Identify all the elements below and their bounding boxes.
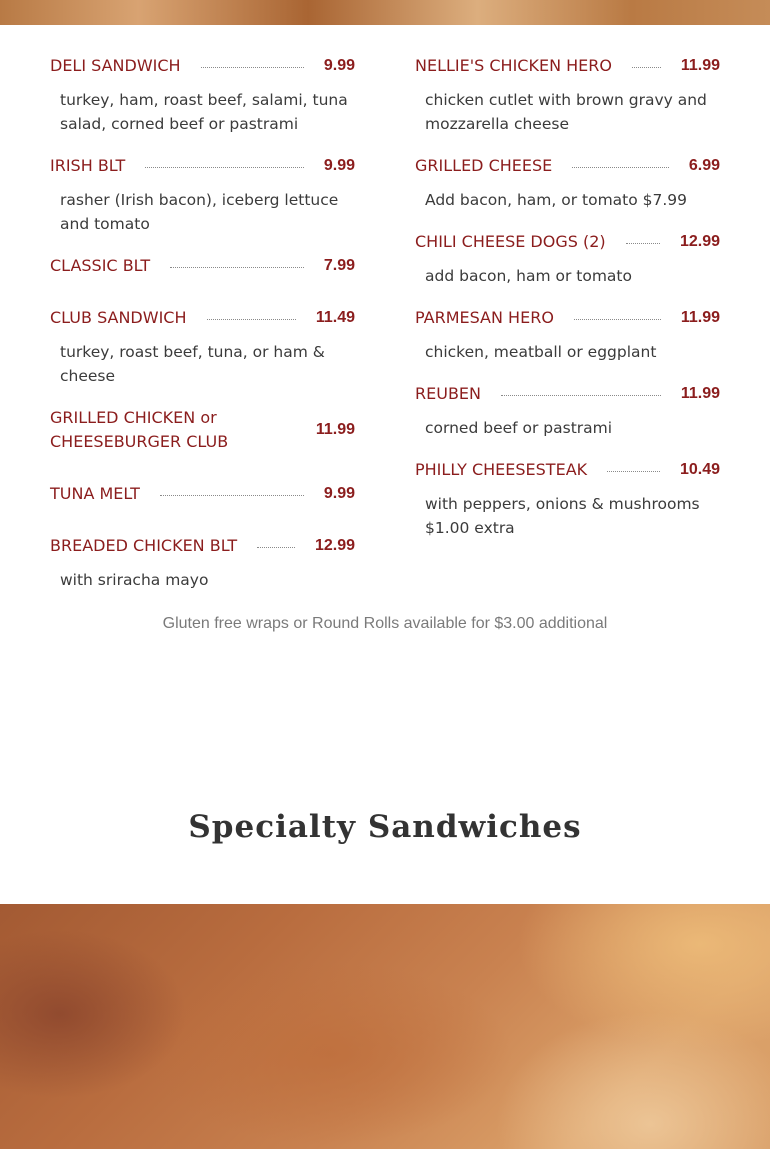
menu-item-reuben	[415, 382, 720, 440]
item-price: 7.99	[323, 257, 355, 274]
item-name: PARMESAN HERO	[415, 308, 554, 327]
item-name: GRILLED CHEESE	[415, 156, 553, 175]
item-price: 9.99	[323, 57, 355, 74]
dotted-leader	[207, 319, 296, 320]
item-price: 12.99	[679, 233, 720, 250]
menu-item-chili-cheese-dogs	[415, 230, 720, 288]
menu-item-philly-cheesesteak	[415, 458, 720, 540]
item-name: CLUB SANDWICH	[50, 308, 187, 327]
item-description: Add bacon, ham, or tomato $7.99	[425, 191, 688, 209]
menu-item-grilled-cheese	[415, 154, 720, 212]
header-photo-strip	[0, 0, 770, 25]
item-description: with peppers, onions & mushrooms $1.00 extra	[425, 495, 700, 537]
dotted-leader	[160, 495, 304, 496]
dotted-leader	[170, 267, 304, 268]
item-price: 9.99	[323, 157, 355, 174]
item-price: 11.49	[315, 309, 355, 326]
menu-item-club-sandwich	[50, 306, 355, 388]
item-name: REUBEN	[415, 384, 481, 403]
item-name: TUNA MELT	[50, 484, 140, 503]
gluten-free-note: Gluten free wraps or Round Rolls available for $3.00 additional	[162, 615, 608, 632]
item-price: 11.99	[680, 309, 720, 326]
menu-item-classic-blt	[50, 254, 355, 278]
dotted-leader	[626, 243, 660, 244]
section-photo	[0, 904, 770, 1149]
item-description: turkey, ham, roast beef, salami, tuna salad, corned beef or pastrami	[60, 91, 348, 133]
dotted-leader	[607, 471, 660, 472]
dotted-leader	[572, 167, 669, 168]
item-description: add bacon, ham or tomato	[425, 267, 632, 285]
item-description: corned beef or pastrami	[425, 419, 613, 437]
dotted-leader	[145, 167, 304, 168]
dotted-leader	[201, 67, 304, 68]
menu-item-grilled-chicken-club	[50, 406, 355, 454]
dotted-leader	[257, 547, 295, 548]
dotted-leader	[501, 395, 661, 396]
item-name: GRILLED CHICKEN or CHEESEBURGER CLUB	[50, 408, 229, 451]
item-price: 10.49	[679, 461, 720, 478]
item-name: DELI SANDWICH	[50, 56, 181, 75]
item-name: CLASSIC BLT	[50, 256, 151, 275]
menu-item-nellies-chicken-hero	[415, 54, 720, 136]
item-description: rasher (Irish bacon), iceberg lettuce and tomato	[60, 191, 339, 233]
item-name: NELLIE'S CHICKEN HERO	[415, 56, 612, 75]
dotted-leader	[574, 319, 661, 320]
dotted-leader	[632, 67, 661, 68]
item-description: turkey, roast beef, tuna, or ham & cheese	[60, 343, 325, 385]
menu-item-deli-sandwich	[50, 54, 355, 136]
item-name: PHILLY CHEESESTEAK	[415, 460, 588, 479]
item-price: 12.99	[314, 537, 355, 554]
item-price: 9.99	[323, 485, 355, 502]
item-price: 11.99	[680, 57, 720, 74]
menu-item-parmesan-hero	[415, 306, 720, 364]
item-price: 6.99	[688, 157, 720, 174]
section-title: Specialty Sandwiches	[188, 809, 582, 845]
item-description: chicken, meatball or eggplant	[425, 343, 657, 361]
item-name: IRISH BLT	[50, 156, 126, 175]
item-price: 11.99	[315, 421, 355, 438]
menu-item-tuna-melt	[50, 482, 355, 506]
item-name: CHILI CHEESE DOGS (2)	[415, 232, 606, 251]
item-description: with sriracha mayo	[60, 571, 209, 589]
item-price: 11.99	[680, 385, 720, 402]
menu-item-irish-blt	[50, 154, 355, 236]
item-description: chicken cutlet with brown gravy and mozzarella cheese	[425, 91, 707, 133]
menu-item-breaded-chicken-blt	[50, 534, 355, 592]
item-name: BREADED CHICKEN BLT	[50, 536, 238, 555]
